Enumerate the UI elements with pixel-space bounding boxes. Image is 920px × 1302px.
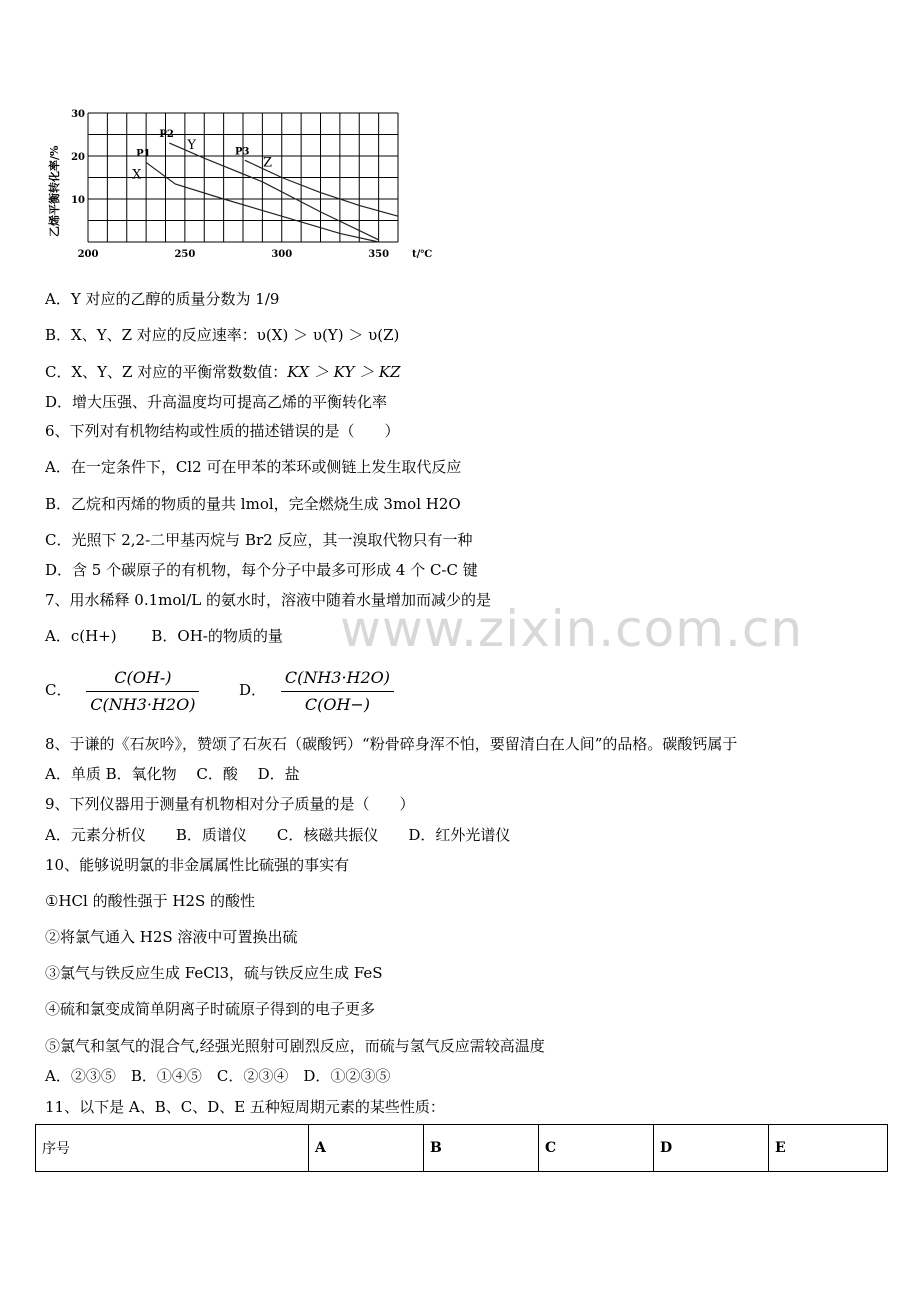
q5-option-c xyxy=(45,362,401,382)
q11-stem: 11、以下是 A、B、C、D、E 五种短周期元素的某些性质： xyxy=(45,1098,445,1116)
q7-option-a: A．c(H+) xyxy=(45,627,117,645)
y-tick-label: 10 xyxy=(71,195,85,206)
x-tick-label: 250 xyxy=(174,249,196,260)
point-label-p3: P3 xyxy=(234,146,250,158)
y-tick-label: 30 xyxy=(71,109,85,120)
q5-option-c-prefix: C．X、Y、Z 对应的平衡常数数值： xyxy=(45,363,288,381)
q7-options-ab xyxy=(45,626,283,646)
table-header-row xyxy=(36,1125,888,1172)
q10-statement-2: ②将氯气通入 H2S 溶液中可置换出硫 xyxy=(45,928,298,946)
q6-stem: 6、下列对有机物结构或性质的描述错误的是（ ） xyxy=(45,422,400,440)
x-tick-label: 300 xyxy=(271,249,293,260)
q10-statement-5: ⑤氯气和氢气的混合气,经强光照射可剧烈反应，而硫与氢气反应需较高温度 xyxy=(45,1037,545,1055)
series-label-x: X xyxy=(132,167,142,183)
header-cell-b: B xyxy=(424,1125,539,1172)
x-tick-label: 200 xyxy=(77,249,99,260)
point-label-p1: P1 xyxy=(136,148,151,160)
q10-statement-1: ①HCl 的酸性强于 H2S 的酸性 xyxy=(45,892,256,910)
q7-options-cd xyxy=(45,662,394,718)
header-cell-a: A xyxy=(309,1125,424,1172)
q6-option-b: B．乙烷和丙烯的物质的量共 lmol，完全燃烧生成 3mol H2O xyxy=(45,495,461,513)
q10-stem: 10、能够说明氯的非金属属性比硫强的事实有 xyxy=(45,856,350,874)
q8-stem: 8、于谦的《石灰吟》，赞颂了石灰石（碳酸钙）“粉骨碎身浑不怕，要留清白在人间”的品格。碳酸钙属于 xyxy=(45,735,738,753)
series-label-z: Z xyxy=(262,155,272,171)
q6-option-d: D．含 5 个碳原子的有机物，每个分子中最多可形成 4 个 C-C 键 xyxy=(45,561,478,579)
q7-d-numerator: C(NH3·H2O) xyxy=(281,667,394,692)
q7-c-denominator: C(NH3·H2O) xyxy=(90,694,196,714)
q5-option-c-expr: KX ＞ KY ＞ KZ xyxy=(287,363,401,381)
q6-option-c: C．光照下 2,2-二甲基丙烷与 Br2 反应，其一溴取代物只有一种 xyxy=(45,531,473,549)
header-cell-index: 序号 xyxy=(36,1125,309,1172)
header-cell-c: C xyxy=(539,1125,654,1172)
conversion-chart xyxy=(40,95,460,265)
q5-option-b: B．X、Y、Z 对应的反应速率：υ(X) ＞ υ(Y) ＞ υ(Z) xyxy=(45,326,400,344)
q7-stem: 7、用水稀释 0.1mol/L 的氨水时，溶液中随着水量增加而减少的是 xyxy=(45,591,492,609)
y-tick-label: 20 xyxy=(71,152,85,163)
q6-option-a: A．在一定条件下，Cl2 可在甲苯的苯环或侧链上发生取代反应 xyxy=(45,458,462,476)
header-cell-d: D xyxy=(654,1125,769,1172)
x-axis-label: t/℃ xyxy=(412,249,433,260)
q7-option-d-label: D． xyxy=(239,681,267,699)
q7-c-numerator: C(OH-) xyxy=(86,667,199,692)
q7-option-d-fraction xyxy=(281,667,394,716)
q5-option-a: A．Y 对应的乙醇的质量分数为 1/9 xyxy=(45,290,280,308)
q8-options: A．单质 B．氧化物 C．酸 D．盐 xyxy=(45,765,300,783)
q5-option-d: D．增大压强、升高温度均可提高乙烯的平衡转化率 xyxy=(45,393,388,411)
q9-stem: 9、下列仪器用于测量有机物相对分子质量的是（ ） xyxy=(45,795,415,813)
point-label-p2: P2 xyxy=(159,129,174,141)
q10-options: A．②③⑤ B．①④⑤ C．②③④ D．①②③⑤ xyxy=(45,1067,391,1085)
q7-option-b: B．OH-的物质的量 xyxy=(151,627,283,645)
y-axis-label: 乙烯平衡转化率/% xyxy=(48,145,61,237)
x-tick-label: 350 xyxy=(368,249,390,260)
header-cell-e: E xyxy=(769,1125,888,1172)
series-label-y: Y xyxy=(187,138,196,154)
element-properties-table xyxy=(35,1124,888,1172)
q7-option-c-label: C． xyxy=(45,681,72,699)
watermark: www.zixin.com.cn xyxy=(340,600,804,658)
q10-statement-3: ③氯气与铁反应生成 FeCl3，硫与铁反应生成 FeS xyxy=(45,964,383,982)
q10-statement-4: ④硫和氯变成简单阴离子时硫原子得到的电子更多 xyxy=(45,1000,376,1018)
q7-d-denominator: C(OH−) xyxy=(304,694,371,714)
q9-options: A．元素分析仪 B．质谱仪 C．核磁共振仪 D．红外光谱仪 xyxy=(45,826,511,844)
q7-option-c-fraction xyxy=(86,667,199,716)
